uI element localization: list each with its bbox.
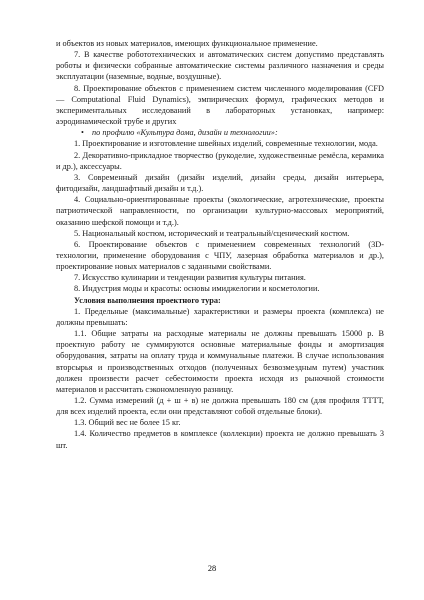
paragraph-7-robotics: 7. В качестве робототехнических и автоматических систем допустимо представлять роботы и физически собранные автоматические системы различного назначения и среды эксплуатации (наземные, водные, воздушные).	[56, 50, 384, 82]
paragraph-8-modeling: 8. Проектирование объектов с применением систем численного моделирования (CFD — Computational Fluid Dynamics), эмпирических формул, графических методов и экспериментальных исследований в лабораторных установках, например: аэродинамической трубе и других	[56, 83, 384, 127]
list-item: 4. Социально-ориентированные проекты (экологические, агротехнические, проекты патриотической направленности, по организации культурно-массовых мероприятий, оказанию шефской помощи и т.д.).	[56, 195, 384, 227]
bullet-profile-culture	[81, 127, 384, 138]
list-item: 1. Проектирование и изготовление швейных изделий, современные технологии, мода.	[74, 139, 378, 149]
bullet-text: по профилю «Культура дома, дизайн и технологии»:	[92, 128, 278, 138]
section-heading: Условия выполнения проектного тура:	[74, 295, 221, 305]
condition-item: 1. Предельные (максимальные) характеристики и размеры проекта (комплекса) не должны превышать:	[56, 306, 384, 327]
condition-item: 1.4. Количество предметов в комплексе (коллекции) проекта не должно превышать 3 шт.	[56, 429, 384, 450]
page-number: 28	[207, 564, 217, 573]
condition-item: 1.2. Сумма измерений (д + ш + в) не должна превышать 180 см (для профиля ТТТТ, для всех изделий проекта, если они представляют собой отдельные блоки).	[56, 396, 384, 417]
list-item: 2. Декоративно-прикладное творчество (рукоделие, художественные ремёсла, керамика и др.), аксессуары.	[56, 150, 384, 171]
bullet-icon: •	[81, 128, 84, 138]
condition-item: 1.1. Общие затраты на расходные материалы не должны превышать 15000 р. В проектную работу не суммируются основные материальные фонды и амортизация оборудования, затраты на оплату труда и коммунальные платежи. В случае использования вторсырья и производственных отходов (полученных безвозмездным путем) участник должен произвести расчет себестоимости проекта исходя из рыночной стоимости материалов и рассчитать сэкономленную разницу.	[56, 329, 384, 394]
list-item: 5. Национальный костюм, исторический и театральный/сценический костюм.	[74, 228, 350, 238]
paragraph-continuation: и объектов из новых материалов, имеющих функциональное применение.	[56, 39, 318, 48]
condition-item: 1.3. Общий вес не более 15 кг.	[74, 418, 181, 428]
list-item: 8. Индустрия моды и красоты: основы имиджелогии и косметологии.	[74, 284, 320, 294]
list-item: 7. Искусство кулинарии и тенденции развития культуры питания.	[74, 273, 306, 283]
list-item: 3. Современный дизайн (дизайн изделий, дизайн среды, дизайн интерьера, фитодизайн, ландшафтный дизайн и т.д.).	[56, 172, 384, 194]
list-item: 6. Проектирование объектов с применением современных технологий (3D- технологии, применение оборудования с ЧПУ, лазерная обработка материалов и др.), проектирование новых материалов с заданными свойствами.	[56, 239, 384, 272]
